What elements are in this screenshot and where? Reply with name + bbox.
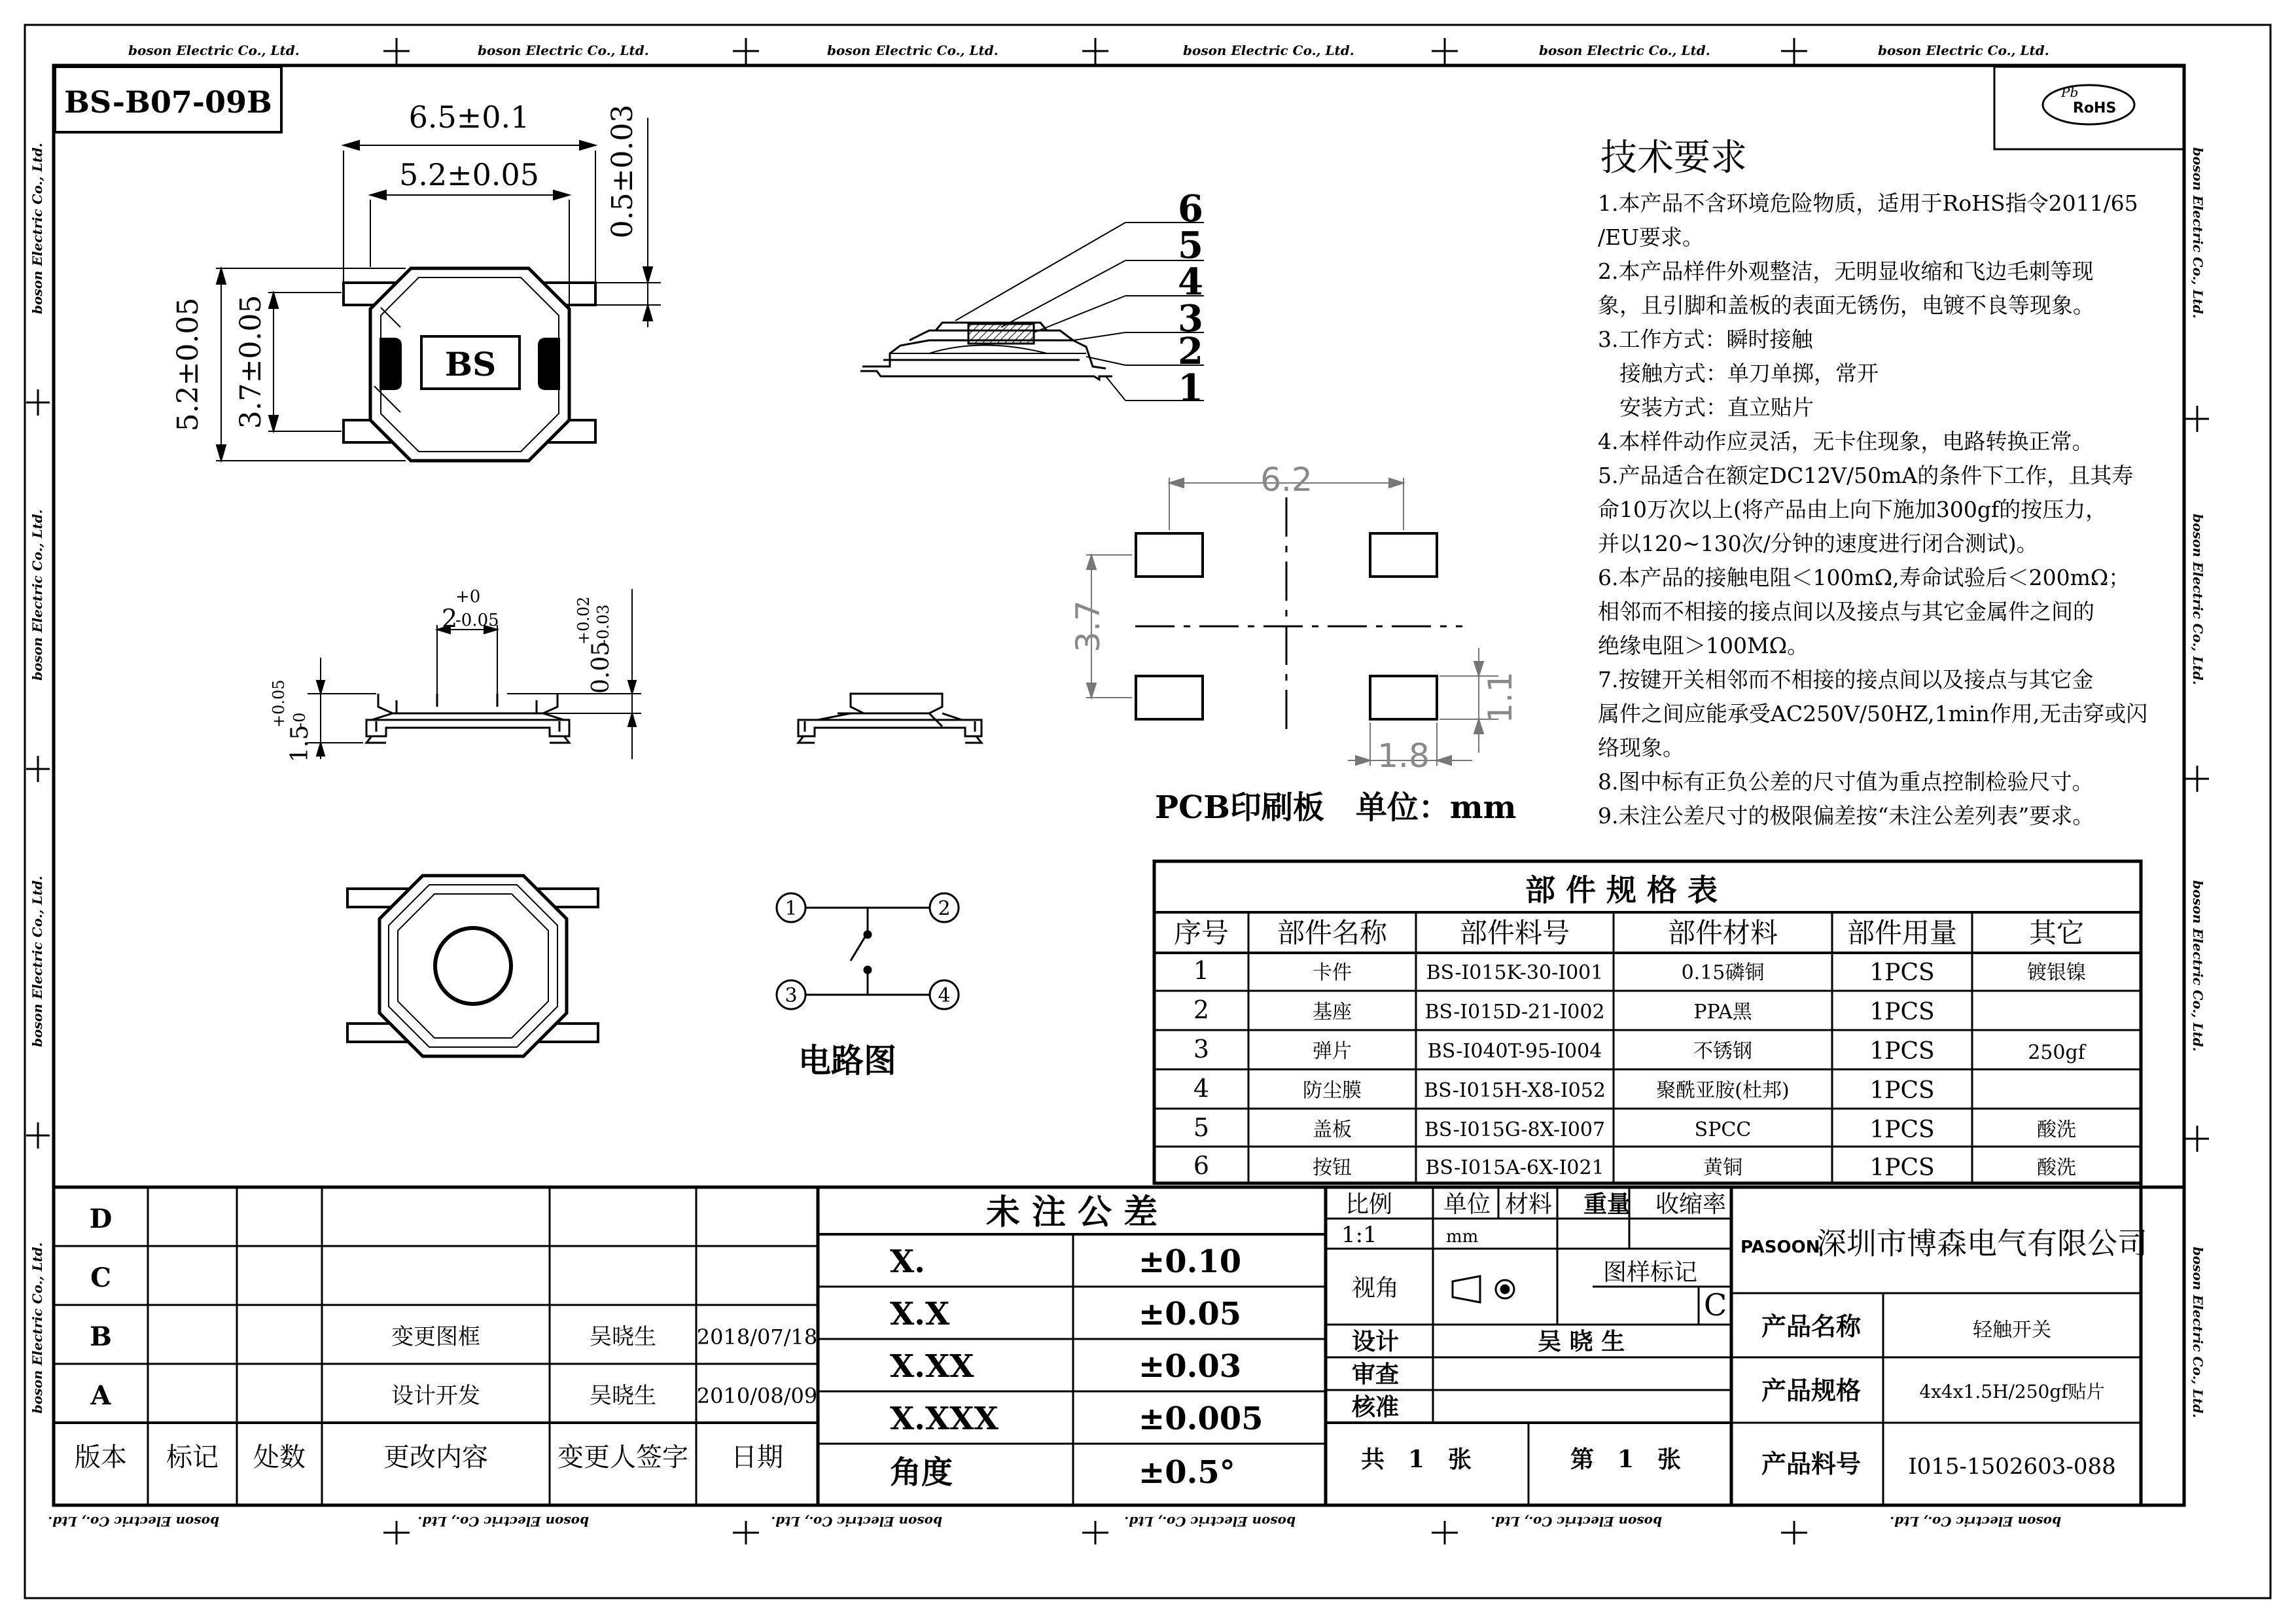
border-text-right-3: boson Electric Co., Ltd.: [2190, 880, 2206, 1052]
parts-cell: 1PCS: [1869, 1154, 1935, 1181]
parts-header-cell: 部件用量: [1846, 917, 1958, 949]
technical-requirements: [1598, 137, 2147, 829]
border-text-right-1: boson Electric Co., Ltd.: [2190, 147, 2206, 319]
drawing-mark-value: C: [1704, 1287, 1727, 1323]
unit-value: mm: [1446, 1227, 1479, 1247]
side-dim-plunger-height: [574, 596, 614, 694]
dim-plunger-height-tol-lower: -0.03: [594, 604, 612, 645]
drawing-mark-label: 图样标记: [1603, 1259, 1698, 1286]
parts-cell: 1PCS: [1869, 959, 1935, 986]
parts-cell: 5: [1193, 1113, 1210, 1142]
revision-cell: 设计开发: [391, 1383, 480, 1409]
rohs-logo: [1994, 67, 2184, 149]
pin-1: 1: [785, 897, 798, 920]
tolerance-cell: ±0.5°: [1139, 1454, 1235, 1491]
rohs-pb-text: Pb: [2061, 84, 2079, 100]
product-spec: 4x4x1.5H/250gf贴片: [1919, 1381, 2105, 1402]
tech-req-line: 安装方式：直立贴片: [1598, 395, 1814, 420]
side-view-plain: [798, 694, 981, 743]
tech-req-line: 8.图中标有正负公差的尺寸值为重点控制检验尺寸。: [1598, 769, 2094, 794]
border-text-left-3: boson Electric Co., Ltd.: [29, 876, 45, 1047]
dim-top-width-outer: 6.5±0.1: [408, 99, 530, 135]
parts-cell: 1PCS: [1869, 999, 1935, 1026]
company-name: 深圳市博森电气有限公司: [1816, 1226, 2147, 1261]
title-block-labels: [1341, 1190, 1727, 1473]
revision-cell: 2018/07/18: [696, 1325, 818, 1349]
revision-header-cell: 变更人签字: [557, 1442, 688, 1472]
tolerance-cell: X.XXX: [890, 1400, 998, 1437]
border-text-right-2: boson Electric Co., Ltd.: [2190, 514, 2206, 685]
border-text-right-4: boson Electric Co., Ltd.: [2190, 1247, 2206, 1418]
side-dim-plunger-width: [442, 587, 499, 633]
parts-cell: BS-I015H-X8-I052: [1424, 1079, 1606, 1102]
pin-2: 2: [938, 897, 951, 920]
approve-label: 核准: [1352, 1393, 1400, 1421]
tech-req-line: /EU要求。: [1598, 224, 1704, 250]
parts-table: [1154, 861, 2141, 1183]
circuit-caption: 电路图: [798, 1041, 896, 1080]
dim-top-width-inner: 5.2±0.05: [398, 157, 540, 192]
revision-header-cell: 更改内容: [383, 1442, 488, 1472]
material-label: 材料: [1505, 1191, 1553, 1218]
exploded-leaders: [955, 223, 1204, 401]
product-code-label: 产品料号: [1761, 1449, 1862, 1478]
table-row: [1193, 1074, 1935, 1104]
tolerance-rows: [890, 1243, 1263, 1491]
parts-cell: 4: [1193, 1074, 1210, 1103]
parts-cell: 250gf: [2028, 1041, 2085, 1064]
shrink-label: 收缩率: [1655, 1191, 1727, 1218]
border-text-top-2: boson Electric Co., Ltd.: [478, 43, 649, 58]
table-row: [1193, 1151, 2076, 1181]
tech-req-line: 属件之间应能承受AC250V/50HZ,1min作用,无击穿或闪: [1598, 701, 2148, 726]
parts-cell: 黄铜: [1703, 1156, 1742, 1179]
border-text-bottom-5: boson Electric Co., Ltd.: [1491, 1514, 1662, 1529]
tech-req-line: 2.本产品样件外观整洁，无明显收缩和飞边毛刺等现: [1598, 259, 2094, 284]
tech-req-line: 绝缘电阻＞100MΩ。: [1598, 633, 1809, 658]
parts-cell: 1PCS: [1869, 1038, 1935, 1065]
border-text-top-3: boson Electric Co., Ltd.: [827, 43, 998, 58]
body-marking: BS: [444, 345, 497, 383]
parts-cell: 6: [1193, 1151, 1210, 1180]
dim-plunger-width: 2: [442, 604, 458, 633]
exploded-callout-numbers: [1178, 187, 1203, 410]
parts-cell: BS-I015D-21-I002: [1424, 1001, 1605, 1024]
callout-6: 6: [1178, 187, 1203, 230]
border-text-left-2: boson Electric Co., Ltd.: [29, 509, 45, 681]
callout-2: 2: [1178, 330, 1203, 373]
tech-req-line: 命10万次以上(将产品由上向下施加300gf的按压力，: [1598, 497, 2108, 522]
tech-req-line: 1.本产品不含环境危险物质，适用于RoHS指令2011/65: [1598, 190, 2138, 216]
parts-cell: 盖板: [1313, 1118, 1352, 1141]
sheets-total: 共 1 张: [1361, 1446, 1472, 1473]
revision-header-cell: 日期: [731, 1442, 783, 1472]
tech-req-line: 并以120~130次/分钟的速度进行闭合测试)。: [1598, 531, 2038, 556]
designer-name: 吴 晓 生: [1538, 1328, 1625, 1355]
dim-side-height-tol-lower: -0: [291, 712, 309, 728]
parts-cell: 酸洗: [2037, 1156, 2076, 1179]
revision-header-cell: 版本: [75, 1442, 127, 1472]
side-dim-height: [270, 679, 313, 762]
tech-req-line: 9.未注公差尺寸的极限偏差按“未注公差列表”要求。: [1598, 803, 2094, 829]
table-row: [1193, 1113, 2076, 1143]
revision-cell: B: [90, 1321, 112, 1352]
border-text-top-4: boson Electric Co., Ltd.: [1183, 43, 1354, 58]
border-text-top-5: boson Electric Co., Ltd.: [1539, 43, 1710, 58]
dim-left-height-outer: 5.2±0.05: [171, 297, 205, 432]
side-view-dimensioned: [366, 694, 569, 743]
dim-plunger-width-tol-lower: -0.05: [455, 611, 499, 630]
pin-4: 4: [938, 984, 951, 1007]
parts-header-cell: 部件名称: [1277, 917, 1388, 949]
border-text-left-1: boson Electric Co., Ltd.: [29, 143, 45, 314]
pcb-caption: PCB印刷板 单位：mm: [1155, 789, 1517, 826]
parts-header-cell: 部件材料: [1667, 917, 1778, 949]
dim-plunger-height: 0.05: [588, 641, 614, 694]
border-text-bottom-3: boson Electric Co., Ltd.: [771, 1514, 942, 1529]
callout-3: 3: [1178, 297, 1203, 340]
tech-req-line: 3.工作方式：瞬时接触: [1598, 327, 1813, 352]
dim-side-height-tol-upper: +0.05: [270, 679, 288, 728]
border-text-top-6: boson Electric Co., Ltd.: [1878, 43, 2049, 58]
parts-cell: 1PCS: [1869, 1116, 1935, 1143]
parts-cell: SPCC: [1694, 1118, 1752, 1141]
tolerance-cell: X.XX: [890, 1348, 974, 1385]
parts-cell: 防尘膜: [1303, 1079, 1362, 1102]
parts-cell: BS-I015A-6X-I021: [1425, 1156, 1604, 1179]
revision-cell: D: [89, 1204, 113, 1234]
product-code: I015-1502603-088: [1908, 1454, 2116, 1480]
tech-req-line: 接触方式：单刀单掷，常开: [1598, 361, 1879, 386]
parts-cell: 按钮: [1313, 1156, 1352, 1179]
parts-cell: 0.15磷铜: [1681, 961, 1765, 984]
dim-plunger-height-tol-upper: +0.02: [574, 596, 593, 645]
parts-header-cell: 部件料号: [1459, 917, 1570, 949]
parts-cell: 2: [1193, 995, 1210, 1024]
revision-cell: 变更图框: [391, 1324, 480, 1350]
parts-header-cell: 序号: [1173, 917, 1229, 949]
product-info: [1761, 1311, 2116, 1480]
revision-cell: C: [90, 1262, 111, 1293]
product-name: 轻触开关: [1973, 1319, 2051, 1342]
view-label: 视角: [1352, 1275, 1400, 1302]
parts-cell: PPA黑: [1693, 1001, 1752, 1024]
parts-cell: 镀银镍: [2027, 961, 2086, 984]
border-text-bottom-6: boson Electric Co., Ltd.: [1890, 1514, 2061, 1529]
revision-cell: 2010/08/09: [696, 1383, 818, 1408]
tech-req-line: 7.按键开关相邻而不相接的接点间以及接点与其它金: [1598, 667, 2094, 692]
parts-cell: 1: [1193, 956, 1210, 985]
pcb-dim-6-2: 6.2: [1260, 461, 1313, 499]
pcb-dim-1-1: 1.1: [1481, 671, 1519, 724]
parts-cell: 卡件: [1313, 961, 1352, 984]
pcb-dim-3-7: 3.7: [1069, 600, 1107, 652]
border-text-bottom-1: boson Electric Co., Ltd.: [48, 1514, 219, 1529]
tolerance-title: 未 注 公 差: [985, 1192, 1158, 1232]
parts-cell: 聚酰亚胺(杜邦): [1656, 1079, 1790, 1102]
border-text-bottom-2: boson Electric Co., Ltd.: [417, 1514, 589, 1529]
parts-cell: BS-I040T-95-I004: [1427, 1040, 1602, 1063]
parts-cell: 基座: [1313, 1001, 1352, 1024]
table-row: [1193, 995, 1935, 1026]
tolerance-cell: ±0.05: [1139, 1296, 1242, 1332]
ratio-value: 1:1: [1341, 1222, 1377, 1248]
company-logo: PASOON: [1740, 1238, 1820, 1257]
tolerance-cell: X.X: [890, 1296, 950, 1332]
parts-cell: BS-I015K-30-I001: [1426, 961, 1604, 984]
product-spec-label: 产品规格: [1761, 1376, 1862, 1405]
model-number: BS-B07-09B: [64, 84, 272, 120]
tolerance-cell: ±0.03: [1139, 1348, 1242, 1385]
parts-cell: 弹片: [1313, 1040, 1352, 1063]
tech-req-line: 5.产品适合在额定DC12V/50mA的条件下工作，且其寿: [1598, 463, 2134, 488]
parts-cell: 不锈钢: [1693, 1040, 1752, 1063]
rohs-text: RoHS: [2073, 100, 2117, 116]
tolerance-cell: X.: [890, 1243, 925, 1280]
design-label: 设计: [1352, 1328, 1400, 1355]
border-text-top-1: boson Electric Co., Ltd.: [128, 43, 300, 58]
table-row: [1193, 956, 2086, 986]
revision-header-cell: 处数: [253, 1442, 306, 1472]
pin-3: 3: [785, 984, 798, 1007]
projection-symbol-icon: [1453, 1276, 1514, 1302]
tolerance-cell: ±0.005: [1139, 1400, 1263, 1437]
revision-cell: A: [90, 1380, 111, 1411]
bottom-view: [347, 876, 598, 1056]
dim-left-height-inner: 3.7±0.05: [234, 294, 268, 429]
tech-req-line: 4.本样件动作应灵活，无卡住现象，电路转换正常。: [1598, 429, 2094, 454]
table-row: [1193, 1035, 2087, 1065]
border-text-left-4: boson Electric Co., Ltd.: [29, 1242, 45, 1414]
revision-cell: 吴晓生: [590, 1383, 656, 1409]
pcb-dimension-labels: [1069, 461, 1519, 775]
dim-plunger-width-tol-upper: +0: [455, 587, 481, 607]
callout-1: 1: [1178, 366, 1203, 410]
sheet-current: 第 1 张: [1570, 1446, 1682, 1473]
parts-table-title: 部 件 规 格 表: [1525, 872, 1718, 908]
product-name-label: 产品名称: [1761, 1311, 1862, 1341]
dim-side-height: 1.5: [287, 724, 313, 762]
callout-5: 5: [1178, 224, 1203, 267]
tolerance-cell: 角度: [890, 1454, 953, 1491]
revision-rows: [75, 1204, 817, 1472]
tolerance-cell: ±0.10: [1139, 1243, 1242, 1280]
parts-table-header: [1174, 917, 2084, 949]
revision-header-cell: 标记: [166, 1442, 219, 1472]
exploded-view: [860, 323, 1112, 380]
tech-req-line: 6.本产品的接触电阻＜100mΩ,寿命试验后＜200mΩ；: [1598, 565, 2130, 590]
pcb-footprint: [1086, 478, 1498, 766]
circuit-diagram: [777, 893, 959, 1009]
parts-cell: 酸洗: [2037, 1118, 2076, 1141]
callout-4: 4: [1178, 260, 1203, 304]
review-label: 审查: [1352, 1361, 1400, 1388]
border-text-bottom-4: boson Electric Co., Ltd.: [1124, 1514, 1296, 1529]
parts-cell: 1PCS: [1869, 1077, 1935, 1104]
ratio-label: 比例: [1345, 1191, 1393, 1218]
tech-req-title: 技术要求: [1600, 137, 1747, 179]
tech-req-line: 相邻而不相接的接点间以及接点与其它金属件之间的: [1598, 599, 2094, 624]
tech-req-line: 象，且引脚和盖板的表面无锈伤，电镀不良等现象。: [1598, 293, 2094, 318]
weight-label: 重量: [1583, 1190, 1631, 1218]
parts-header-cell: 其它: [2028, 917, 2085, 949]
unit-label: 单位: [1443, 1191, 1491, 1218]
parts-cell: 3: [1193, 1035, 1210, 1063]
tech-req-line: 络现象。: [1598, 735, 1684, 760]
parts-cell: BS-I015G-8X-I007: [1424, 1118, 1606, 1141]
dim-top-thickness: 0.5±0.03: [606, 104, 639, 239]
pcb-dim-1-8: 1.8: [1377, 737, 1430, 775]
revision-cell: 吴晓生: [590, 1324, 656, 1350]
